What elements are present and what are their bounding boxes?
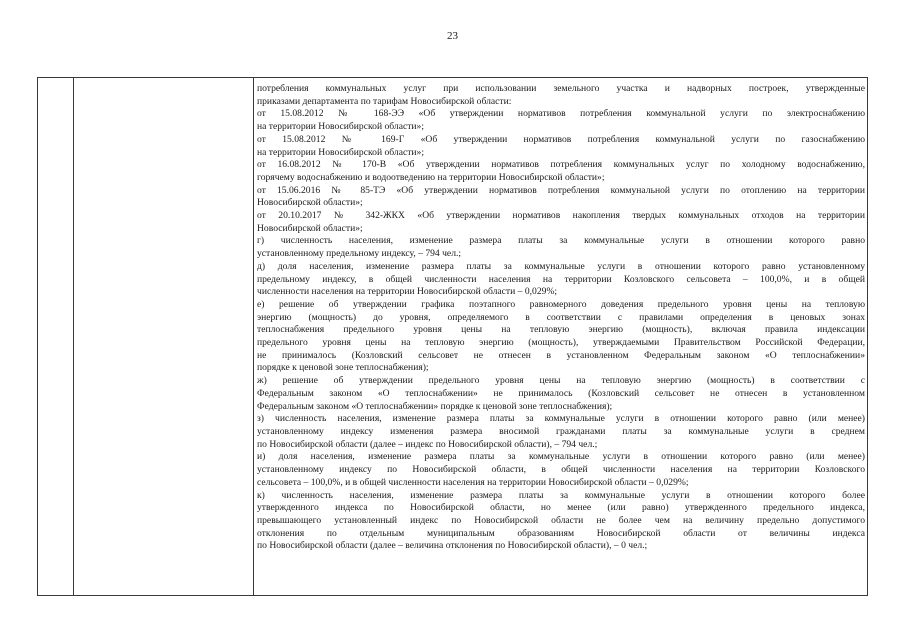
text-line: Федеральным законом «О теплоснабжении» порядке к ценовой зоне теплоснабжения); bbox=[257, 400, 613, 412]
text-line: и) доля населения, изменение размера платы за коммунальные услуги в отношении которого равно (или менее) bbox=[257, 451, 865, 463]
text-line: сельсовета – 100,0%, и в общей численности населения на территории Новосибирской области – 0,029%; bbox=[257, 476, 689, 488]
text-line: приказами департамента по тарифам Новосибирской области: bbox=[257, 95, 512, 107]
text-line: потребления коммунальных услуг при использовании земельного участка и надворных построек, утвержденные bbox=[257, 83, 865, 94]
text-line: от 15.08.2012 № 169-Г «Об утверждении нормативов потребления коммунальной услуги по газоснабжению bbox=[257, 133, 865, 145]
text-line: от 15.06.2016 № 85-ТЭ «Об утверждении нормативов потребления коммунальной услуги по отоплению на территории bbox=[257, 184, 865, 196]
text-line: на территории Новосибирской области»; bbox=[257, 146, 425, 158]
document-table bbox=[37, 77, 868, 596]
text-line: к) численность населения, изменение размера платы за коммунальные услуги в отношении которого более bbox=[257, 489, 865, 501]
text-line: предельному индексу, в общей численности населения на территории Козловского сельсовета – 100,0%, и в общей bbox=[257, 273, 865, 285]
text-line: горячему водоснабжению и водоотведению на территории Новосибирской области»; bbox=[257, 171, 605, 183]
text-line: энергию (мощность) до уровня, определяемого в соответствии с правилами определения в ценовых зонах bbox=[257, 311, 865, 323]
table-cell-text bbox=[257, 83, 865, 553]
text-line: Новосибирской области»; bbox=[257, 222, 363, 234]
text-line: г) численность населения, изменение размера платы за коммунальные услуги в отношении которого равно bbox=[257, 235, 865, 247]
text-line: установленному индексу изменения размера вносимой гражданами платы за коммунальные услуги в среднем bbox=[257, 425, 865, 437]
text-line: з) численность населения, изменение размера платы за коммунальные услуги в отношении которого равно (или менее) bbox=[257, 413, 865, 425]
text-line: утвержденного индекса по Новосибирской области, но менее (или равно) утвержденного предельного индекса, bbox=[257, 502, 865, 514]
text-line: ж) решение об утверждении предельного уровня цены на тепловую энергию (мощность) в соответствии с bbox=[257, 375, 865, 387]
text-line: Федеральным законом «О теплоснабжении» не принималось (Козловский сельсовет не отнесен в установленном bbox=[257, 387, 865, 399]
text-line: по Новосибирской области (далее – величина отклонения по Новосибирской области), – 0 чел.; bbox=[257, 540, 648, 552]
text-line: от 20.10.2017 № 342-ЖКХ «Об утверждении нормативов накопления твердых коммунальных отходов на территории bbox=[257, 210, 865, 222]
text-line: на территории Новосибирской области»; bbox=[257, 121, 425, 133]
text-line: отклонения по отдельным муниципальным образованиям Новосибирской области от величины индекса bbox=[257, 527, 865, 539]
text-line: установленному индексу по Новосибирской области, в общей численности населения на территории Козловского bbox=[257, 464, 865, 476]
text-line: теплоснабжения предельного уровня цены на тепловую энергию (мощность), включая правила индексации bbox=[257, 324, 865, 336]
text-line: от 16.08.2012 № 170-В «Об утверждении нормативов потребления коммунальных услуг по холодному водоснабжению, bbox=[257, 159, 865, 171]
text-line: установленному предельному индексу, – 794 чел.; bbox=[257, 248, 462, 260]
text-line: от 15.08.2012 № 168-ЭЭ «Об утверждении нормативов потребления коммунальной услуги по электроснабжению bbox=[257, 108, 865, 120]
text-line: превышающего установленный индекс по Новосибирской области не более чем на величину предельно допустимого bbox=[257, 514, 865, 526]
column-divider-2 bbox=[253, 78, 254, 595]
text-line: не принималось (Козловский сельсовет не отнесен в установленном Федеральным законом «О теплоснабжении» bbox=[257, 349, 865, 361]
text-line: е) решение об утверждении графика поэтапного равномерного доведения предельного уровня цены на тепловую bbox=[257, 298, 865, 310]
column-divider-1 bbox=[73, 78, 74, 595]
text-line: порядке к ценовой зоне теплоснабжения); bbox=[257, 362, 429, 374]
text-line: численности населения на территории Новосибирской области – 0,029%; bbox=[257, 286, 558, 298]
text-line: д) доля населения, изменение размера платы за коммунальные услуги в отношении которого равно установленному bbox=[257, 260, 865, 272]
text-line: Новосибирской области»; bbox=[257, 197, 363, 209]
text-line: предельного уровня цены на тепловую энергию (мощность), утверждаемыми Правительством Российской Федерации, bbox=[257, 337, 865, 349]
page-number: 23 bbox=[447, 30, 458, 42]
text-line: по Новосибирской области (далее – индекс по Новосибирской области), – 794 чел.; bbox=[257, 438, 598, 450]
